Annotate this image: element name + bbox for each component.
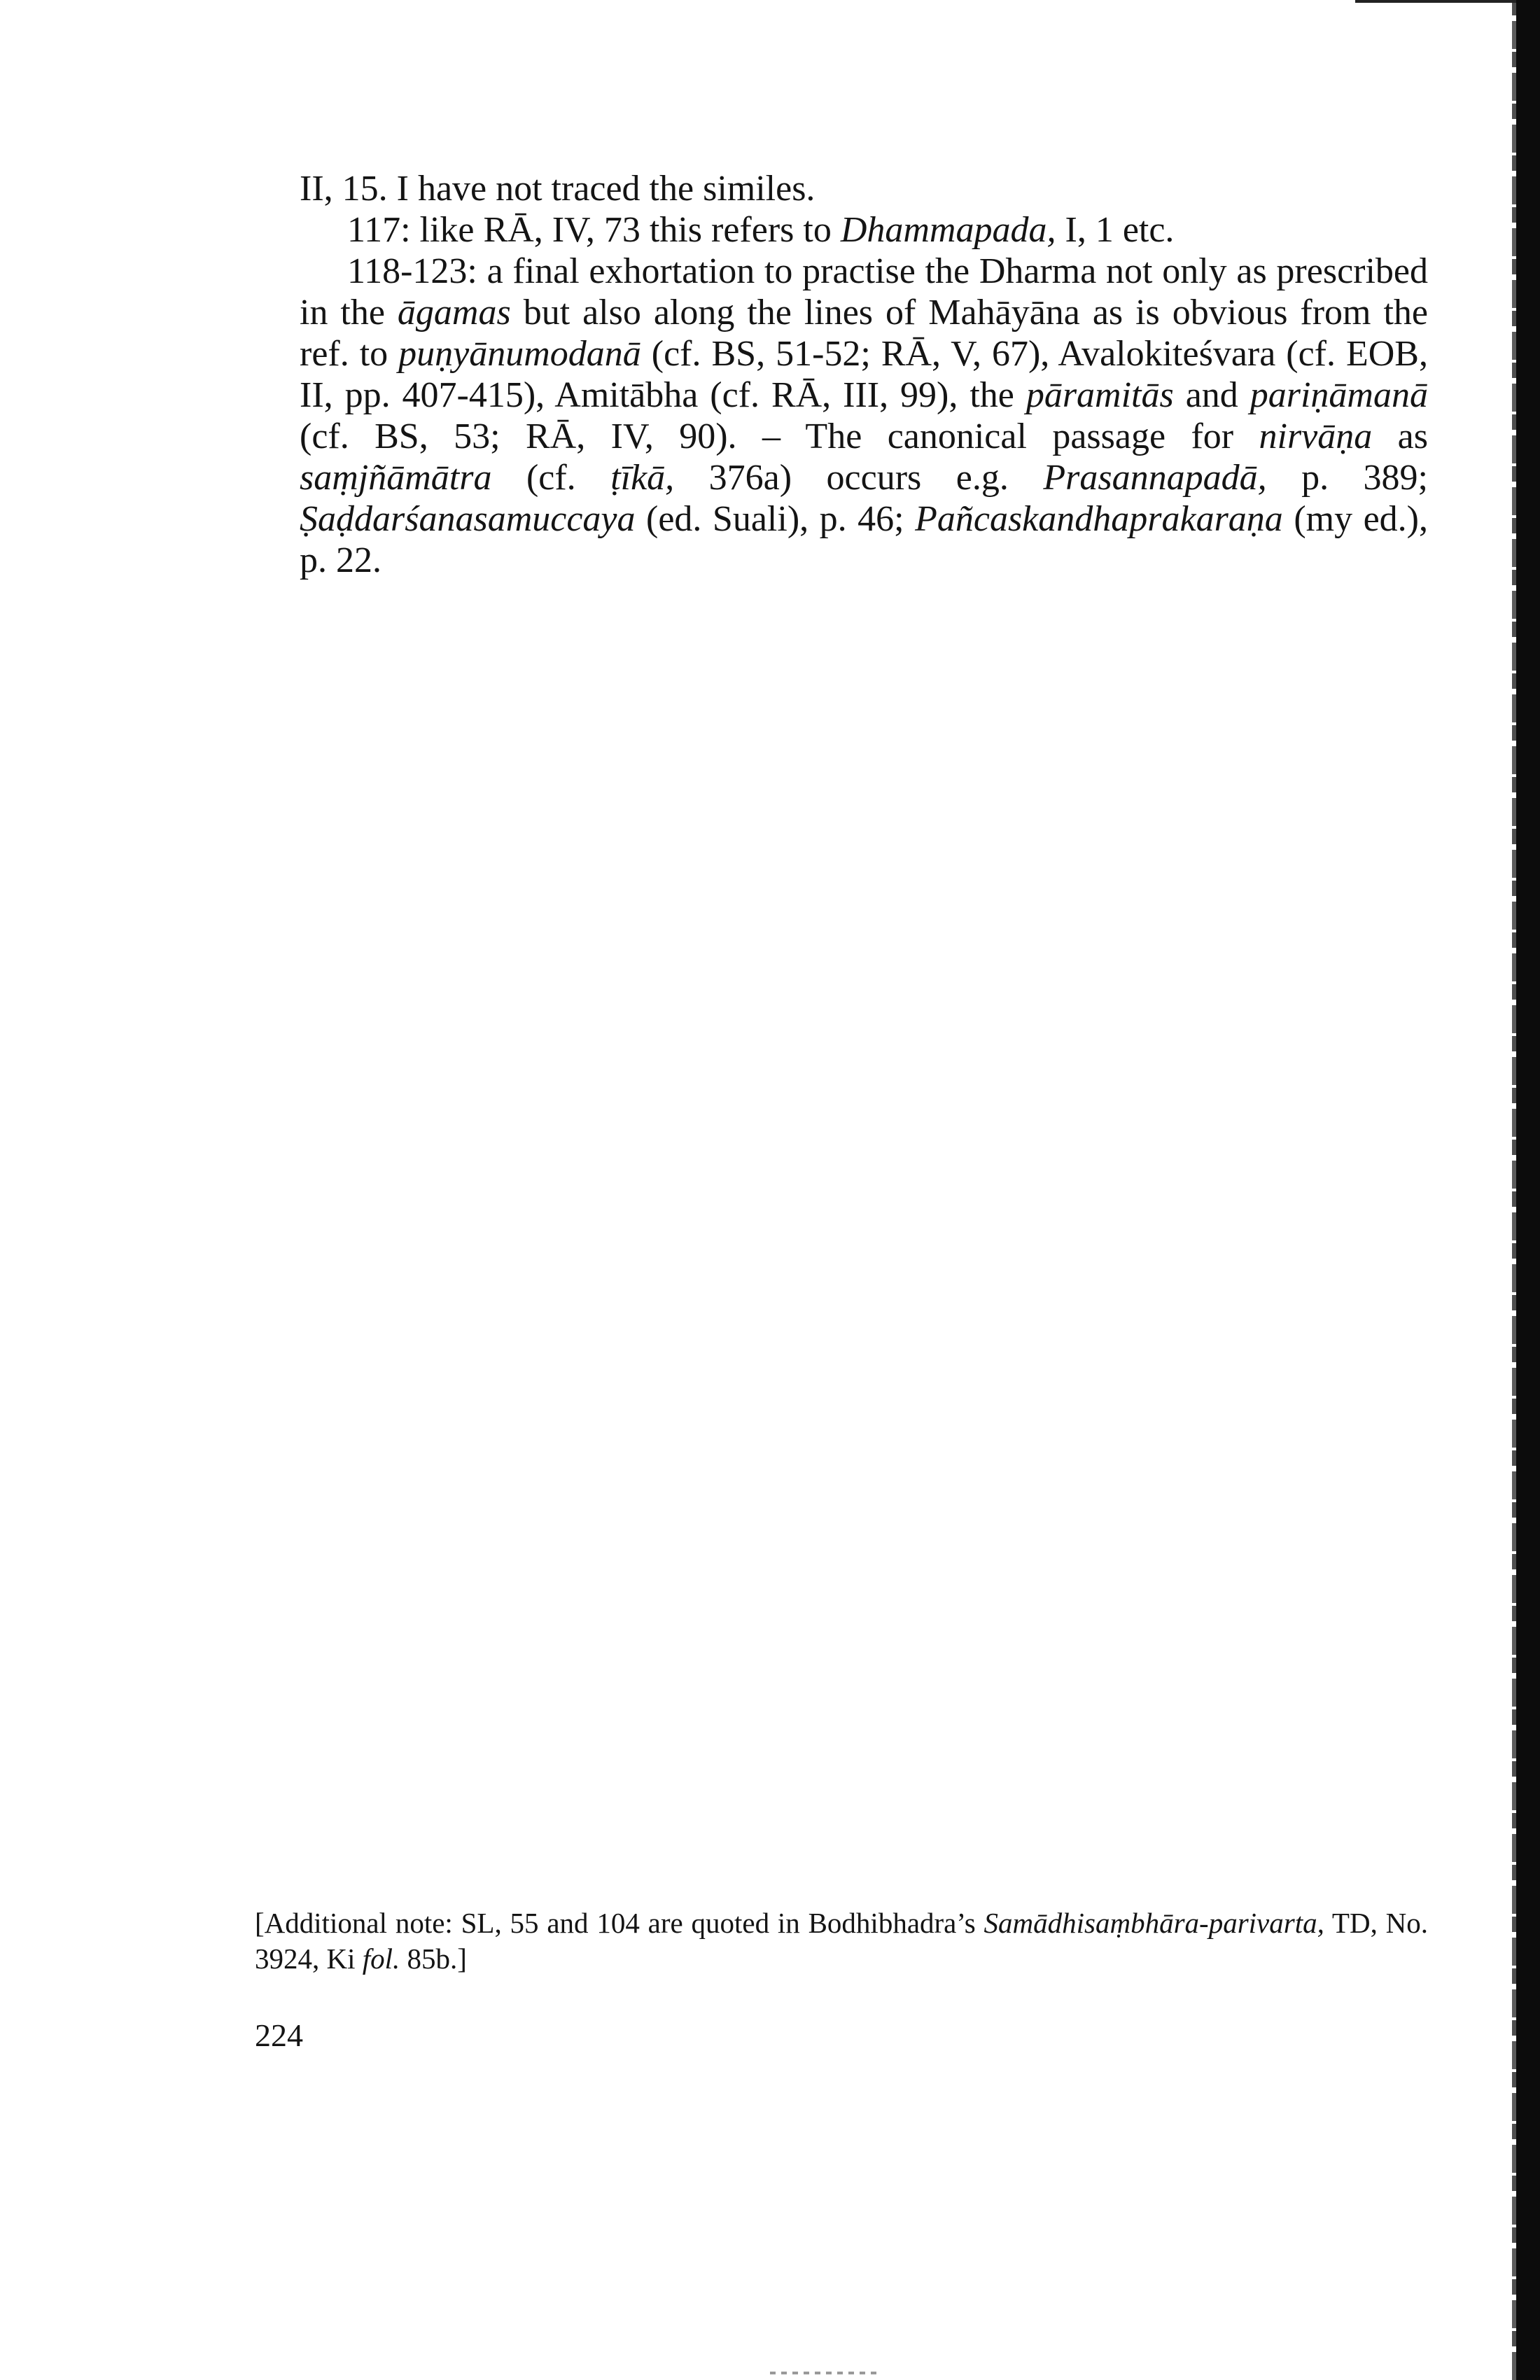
text-run: [Additional note: SL, 55 and 104 are quoted in Bodhibhadra’s (255, 1907, 984, 1939)
scan-bottom-mark (770, 2372, 882, 2374)
text-run: II, 15. I have not traced the similes. (300, 169, 816, 209)
text-run: 376a) occurs e.g. (674, 458, 1044, 498)
commentary-text (300, 168, 1428, 581)
italic-term: fol. (362, 1942, 400, 1975)
text-run: as (1372, 416, 1428, 456)
scan-page-edge (1516, 0, 1540, 2380)
text-run: (ed. Suali), p. 46; (635, 499, 916, 539)
text-run: (my ed.), p. 22. (300, 499, 1428, 580)
italic-term: pāramitās (1026, 375, 1174, 415)
paragraph-117 (300, 209, 1428, 251)
text-run: (cf. BS, 51-52; RĀ, V, 67), Avalokiteśvara (cf. EOB, II, pp. 407-415), Amitābha (cf. RĀ, III, 99), the (300, 334, 1428, 415)
italic-term: pariṇāmanā (1250, 375, 1428, 415)
paragraph-118-123 (300, 251, 1428, 581)
italic-term: Pañcaskandhaprakaraṇa (915, 499, 1283, 539)
italic-term: Prasannapadā, (1043, 458, 1267, 498)
italic-term: puṇyānumodanā (398, 334, 641, 374)
italic-term: saṃjñāmātra (300, 458, 492, 498)
text-run: I, 1 etc. (1056, 210, 1175, 250)
italic-term: Samādhisaṃbhāra-parivarta, (983, 1907, 1324, 1939)
text-run: TD, No. 3924, Ki (255, 1907, 1428, 1975)
text-run: and (1173, 375, 1250, 415)
italic-term: ṭīkā, (610, 458, 675, 498)
text-run: 118-123: a final exhortation to practise the Dharma not only as prescribed in the (300, 251, 1428, 332)
text-run: 117: like RĀ, IV, 73 this refers to (347, 210, 841, 250)
italic-term: nirvāṇa (1259, 416, 1373, 456)
italic-term: Ṣaḍdarśanasamuccaya (300, 499, 636, 539)
text-run: but also along the lines of Mahāyāna as is obvious from the ref. to (300, 293, 1428, 374)
scan-top-rule (1355, 0, 1516, 3)
page-number: 224 (255, 2017, 303, 2053)
italic-term: āgamas (397, 293, 511, 332)
text-run: (cf. BS, 53; RĀ, IV, 90). – The canonical passage for (300, 416, 1259, 456)
italic-term: Dhammapada, (840, 210, 1056, 250)
text-run: 85b.] (400, 1942, 467, 1975)
text-run: p. 389; (1266, 458, 1429, 498)
paragraph-similes (300, 168, 1428, 209)
text-run: (cf. (491, 458, 611, 498)
additional-note (255, 1905, 1428, 1977)
